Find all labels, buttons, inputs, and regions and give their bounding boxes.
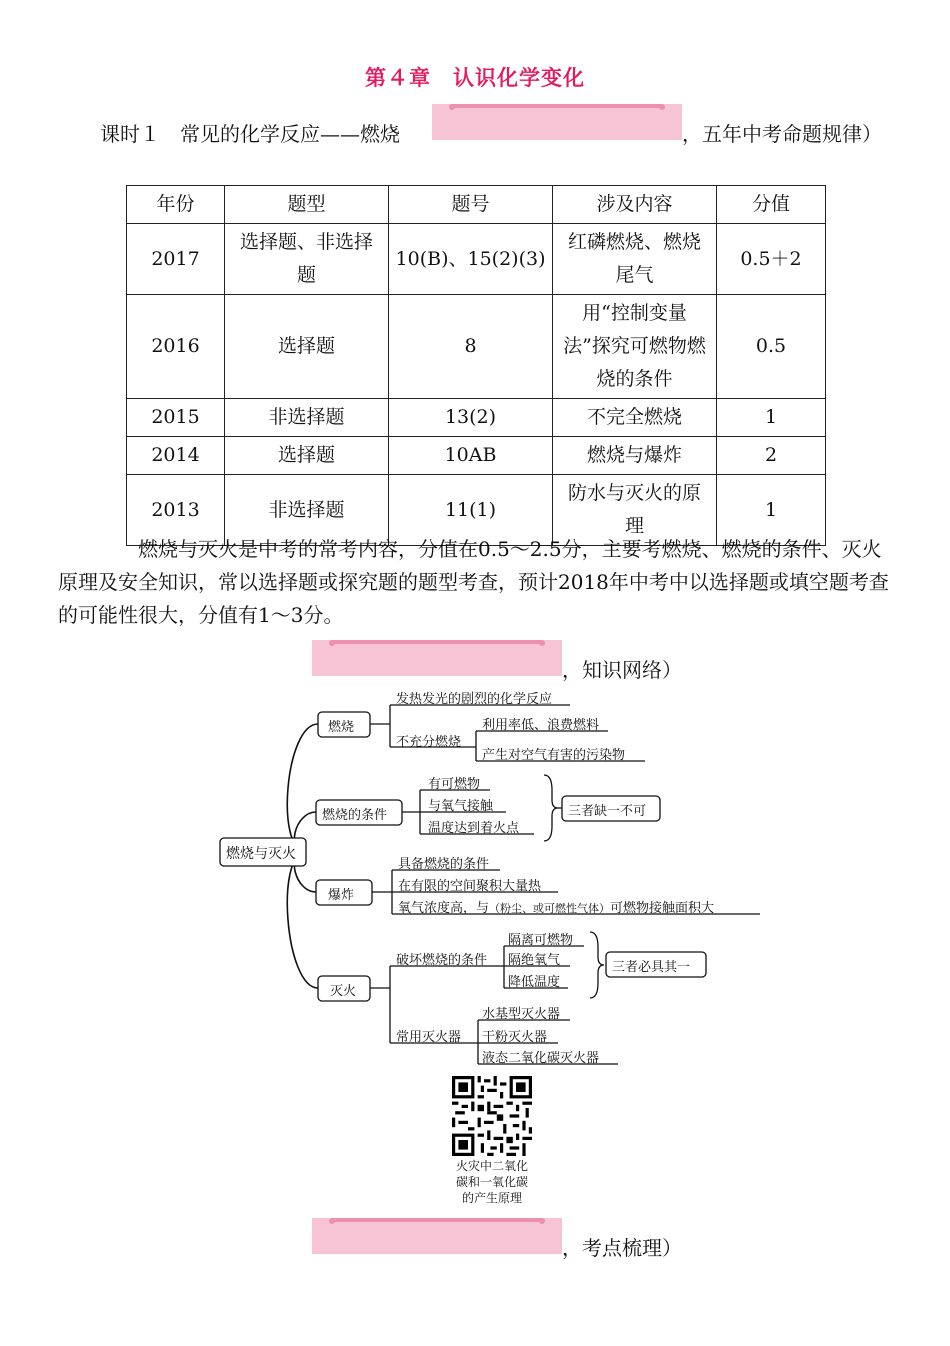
mindmap-leaf: 利用率低、浪费燃料 (482, 718, 600, 733)
table-cell: 2015 (127, 399, 225, 437)
section-heading-points: ，考点梳理） (562, 1236, 682, 1260)
mindmap-node: 破坏燃烧的条件 (396, 953, 488, 968)
mindmap-leaf: 温度达到着火点 (428, 821, 520, 836)
mindmap-node: 燃烧的条件 (322, 808, 388, 823)
section-heading-network: ，知识网络） (562, 658, 682, 682)
mindmap-leaf: 有可燃物 (428, 777, 481, 792)
header-cell: 年份 (127, 186, 225, 224)
table-cell: 8 (389, 295, 553, 399)
table-cell: 11(1) (389, 475, 553, 546)
table-cell: 10AB (389, 437, 553, 475)
mindmap-node: 爆炸 (328, 888, 355, 903)
mindmap-leaf: 在有限的空间聚积大量热 (398, 879, 542, 894)
table-cell: 10(B)、15(2)(3) (389, 224, 553, 295)
mindmap-leaf: 水基型灭火器 (482, 1007, 561, 1022)
table-cell: 选择题 (225, 437, 389, 475)
mindmap-leaf: 具备燃烧的条件 (398, 857, 490, 872)
mindmap-leaf: 产生对空气有害的污染物 (482, 748, 626, 763)
table-cell: 选择题、非选择题 (225, 224, 389, 295)
header-cell: 题号 (389, 186, 553, 224)
mindmap-summary: 三者缺一不可 (568, 804, 647, 819)
header-cell: 涉及内容 (553, 186, 717, 224)
header-cell: 分值 (717, 186, 826, 224)
qr-caption: 火灾中二氧化 碳和一氧化碳 的产生原理 (455, 1159, 528, 1205)
mindmap-node: 不充分燃烧 (396, 735, 462, 750)
table-cell: 防水与灭火的原理 (553, 475, 717, 546)
qr-code-icon[interactable] (452, 1076, 532, 1156)
mindmap-node: 燃烧 (328, 720, 355, 735)
mindmap-leaf: 液态二氧化碳灭火器 (482, 1051, 600, 1066)
table-cell: 13(2) (389, 399, 553, 437)
chapter-title: 第４章 认识化学变化 (365, 66, 585, 90)
table-cell: 非选择题 (225, 399, 389, 437)
mindmap-leaf: 隔绝氧气 (508, 953, 561, 968)
summary-paragraph: 燃烧与灭火是中考的常考内容，分值在0.5～2.5分，主要考燃烧、燃烧的条件、灭火原理及安全知识，常以选择题或探究题的题型考查，预计2018年中考中以选择题或填空题考查的可能性很大，分值有1～3分。 (58, 537, 889, 627)
mindmap-leaf: 干粉灭火器 (482, 1030, 548, 1045)
mindmap-leaf: 发热发光的剧烈的化学反应 (396, 692, 553, 707)
mindmap-leaf: 隔离可燃物 (508, 933, 574, 948)
mindmap-node: 灭火 (330, 984, 357, 999)
table-cell: 选择题 (225, 295, 389, 399)
banner-decoration (312, 1218, 562, 1254)
table-cell: 0.5＋2 (717, 224, 826, 295)
mindmap-node: 常用灭火器 (396, 1030, 462, 1045)
lesson-title: 课时１ 常见的化学反应——燃烧 (100, 122, 400, 146)
mindmap-root: 燃烧与灭火 (226, 846, 296, 862)
table-cell: 2014 (127, 437, 225, 475)
section-heading-rules: ，五年中考命题规律） (682, 122, 882, 146)
mindmap-leaf: 与氧气接触 (428, 799, 494, 814)
mindmap-leaf: 降低温度 (508, 975, 561, 990)
table-cell: 用“控制变量法”探究可燃物燃烧的条件 (553, 295, 717, 399)
mindmap-leaf: 氧气浓度高，与（粉尘、或可燃性气体）可燃物接触面积大 (398, 901, 715, 916)
table-cell: 2 (717, 437, 826, 475)
table-cell: 燃烧与爆炸 (553, 437, 717, 475)
header-cell: 题型 (225, 186, 389, 224)
table-cell: 1 (717, 475, 826, 546)
table-cell: 0.5 (717, 295, 826, 399)
table-cell: 2016 (127, 295, 225, 399)
table-cell: 非选择题 (225, 475, 389, 546)
table-cell: 2013 (127, 475, 225, 546)
mindmap-summary: 三者必具其一 (612, 960, 691, 975)
table-cell: 不完全燃烧 (553, 399, 717, 437)
table-cell: 红磷燃烧、燃烧尾气 (553, 224, 717, 295)
table-cell: 2017 (127, 224, 225, 295)
table-cell: 1 (717, 399, 826, 437)
